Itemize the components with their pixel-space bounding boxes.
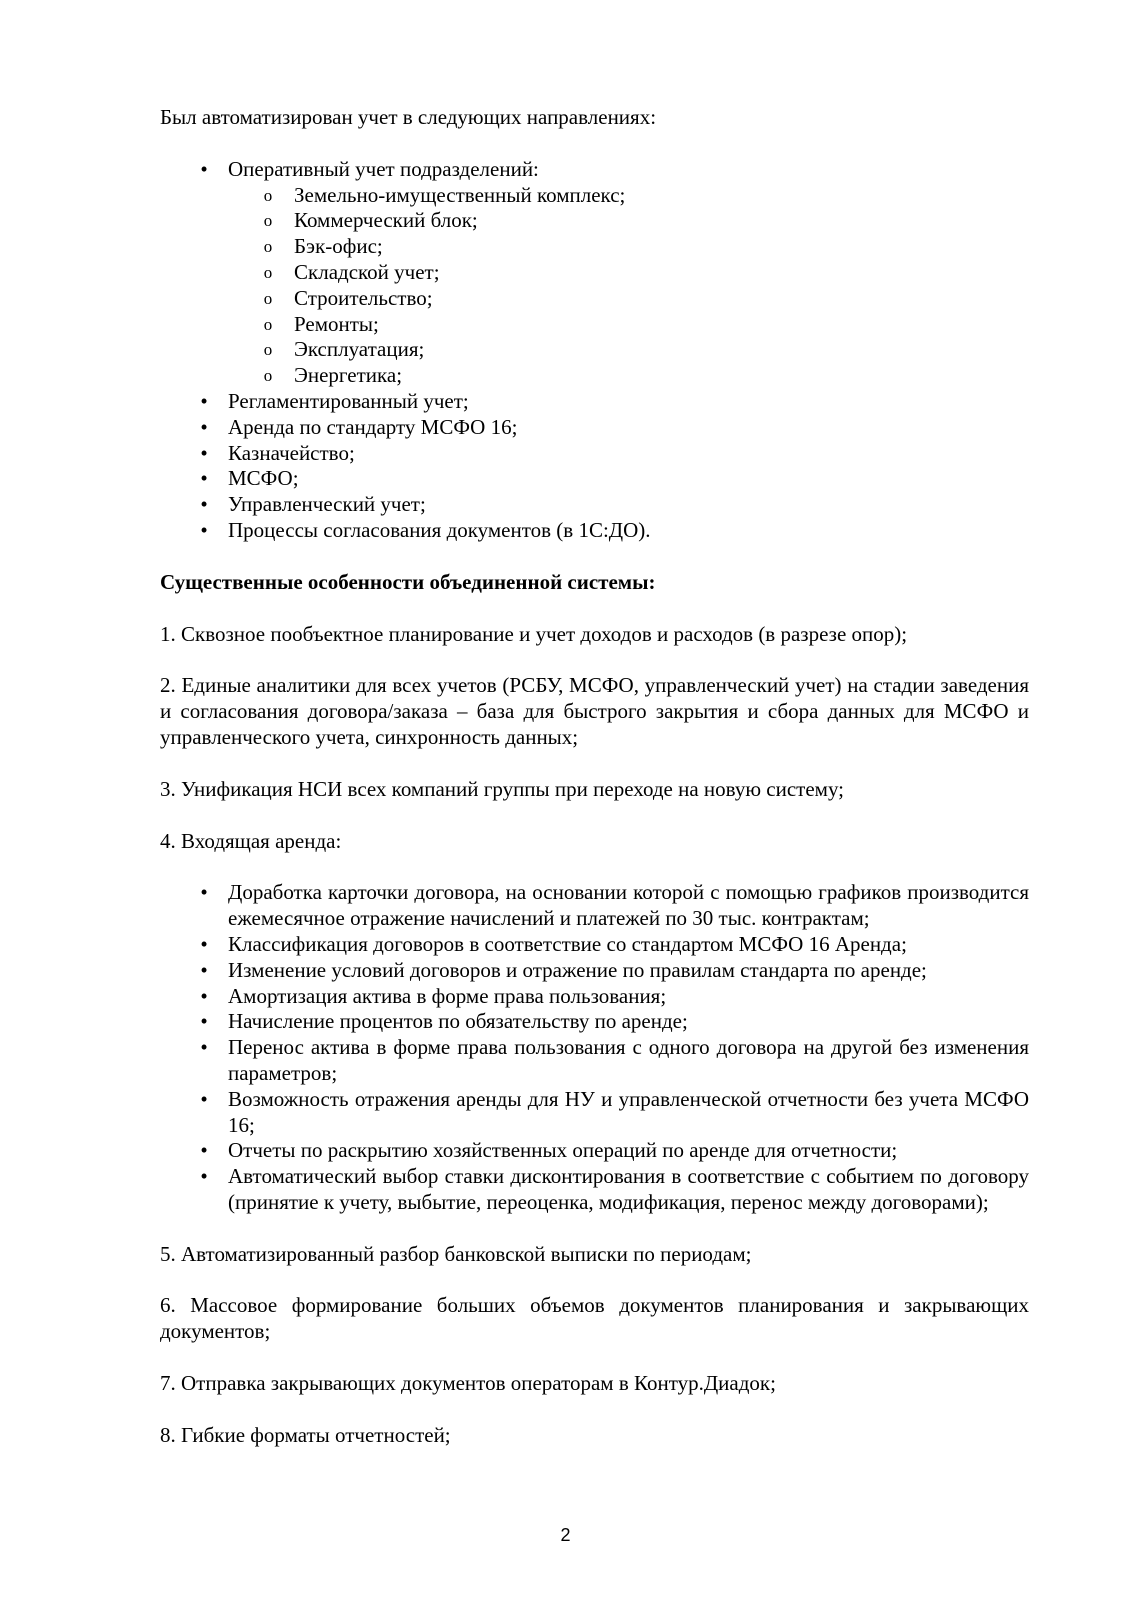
list-item <box>160 958 1029 984</box>
list-item-label: Регламентированный учет; <box>228 388 469 413</box>
feature-8: 8. Гибкие форматы отчетностей; <box>160 1422 451 1447</box>
list-item <box>160 389 1029 415</box>
list-item-label: Перенос актива в форме права пользования с одного договора на другой без изменения параметров; <box>228 1035 1029 1085</box>
bullet-icon: • <box>200 414 208 439</box>
sub-list-item <box>160 208 1029 234</box>
list-item <box>160 880 1029 932</box>
bullet-icon: • <box>200 1164 208 1189</box>
list-item <box>160 518 1029 544</box>
bullet-icon: • <box>200 1138 208 1163</box>
feature-7: 7. Отправка закрывающих документов операторам в Контур.Диадок; <box>160 1371 776 1396</box>
list-item-label: Процессы согласования документов (в 1С:ДО). <box>228 517 651 542</box>
bullet-icon: • <box>200 1009 208 1034</box>
bullet-icon: • <box>200 880 208 905</box>
circle-bullet-icon: o <box>263 314 273 334</box>
bullet-icon: • <box>200 931 208 956</box>
bullet-icon: • <box>200 957 208 982</box>
feature-6: 6. Массовое формирование больших объемов документов планирования и закрывающих документов; <box>160 1293 1029 1344</box>
sub-list-item-label: Эксплуатация; <box>294 337 425 362</box>
bullet-icon: • <box>200 156 208 181</box>
list-item-label: Классификация договоров в соответствие со стандартом МСФО 16 Аренда; <box>228 931 907 956</box>
page-number: 2 <box>560 1525 571 1545</box>
automated-areas-list <box>160 157 1029 544</box>
feature-3: 3. Унификация НСИ всех компаний группы при переходе на новую систему; <box>160 776 844 801</box>
sub-list-item-label: Ремонты; <box>294 311 379 336</box>
bullet-icon: • <box>200 388 208 413</box>
circle-bullet-icon: o <box>263 366 273 386</box>
list-item-label: Автоматический выбор ставки дисконтирования в соответствие с событием по договору (принятие к учету, выбытие, переоценка, модификация, перенос между договорами); <box>228 1164 1029 1214</box>
bullet-icon: • <box>200 466 208 491</box>
list-item <box>160 466 1029 492</box>
circle-bullet-icon: o <box>263 237 273 257</box>
list-item <box>160 984 1029 1010</box>
feature-1: 1. Сквозное пообъектное планирование и учет доходов и расходов (в разрезе опор); <box>160 621 908 646</box>
list-item <box>160 1138 1029 1164</box>
sub-list-item-label: Бэк-офис; <box>294 234 383 259</box>
bullet-icon: • <box>200 1086 208 1111</box>
sub-list-item <box>160 337 1029 363</box>
list-item <box>160 1035 1029 1087</box>
list-item-label: Казначейство; <box>228 440 355 465</box>
section-heading: Существенные особенности объединенной системы: <box>160 569 656 594</box>
feature-4: 4. Входящая аренда: <box>160 828 342 853</box>
circle-bullet-icon: o <box>263 211 273 231</box>
incoming-rent-list <box>160 880 1029 1215</box>
list-item-label: Изменение условий договоров и отражение по правилам стандарта по аренде; <box>228 957 927 982</box>
bullet-icon: • <box>200 983 208 1008</box>
sub-list-item-label: Строительство; <box>294 285 433 310</box>
feature-2: 2. Единые аналитики для всех учетов (РСБУ, МСФО, управленческий учет) на стадии заведения и согласования договора/заказа – база для быстрого закрытия и сбора данных для МСФО и управленческого учета, синхронность данных; <box>160 673 1029 749</box>
list-item <box>160 441 1029 467</box>
list-item-label: Амортизация актива в форме права пользования; <box>228 983 667 1008</box>
sub-list <box>228 183 1029 389</box>
list-item <box>160 1164 1029 1216</box>
list-item-label: Доработка карточки договора, на основании которой с помощью графиков производится ежемесячное отражение начислений и платежей по 30 тыс. контрактам; <box>228 880 1029 931</box>
list-item <box>160 415 1029 441</box>
list-item <box>160 1087 1029 1139</box>
bullet-icon: • <box>200 1035 208 1060</box>
sub-list-item <box>160 183 1029 209</box>
list-item <box>160 492 1029 518</box>
intro-paragraph: Был автоматизирован учет в следующих направлениях: <box>160 105 657 129</box>
list-item-label: Аренда по стандарту МСФО 16; <box>228 414 518 439</box>
sub-list-item-label: Энергетика; <box>294 363 403 388</box>
circle-bullet-icon: o <box>263 185 273 205</box>
list-item <box>160 1009 1029 1035</box>
sub-list-item-label: Складской учет; <box>294 259 440 284</box>
circle-bullet-icon: o <box>263 340 273 360</box>
list-item <box>160 932 1029 958</box>
sub-list-item <box>160 234 1029 260</box>
feature-5: 5. Автоматизированный разбор банковской выписки по периодам; <box>160 1241 752 1266</box>
bullet-icon: • <box>200 492 208 517</box>
sub-list-item-label: Земельно-имущественный комплекс; <box>294 182 626 207</box>
bullet-icon: • <box>200 440 208 465</box>
sub-list-item <box>160 286 1029 312</box>
document-page <box>160 105 1029 1475</box>
circle-bullet-icon: o <box>263 288 273 308</box>
sub-list-item-label: Коммерческий блок; <box>294 208 478 233</box>
bullet-icon: • <box>200 517 208 542</box>
list-item <box>160 157 1029 389</box>
list-item-label: МСФО; <box>228 466 299 491</box>
list-item-label: Управленческий учет; <box>228 492 426 517</box>
list-item-label: Отчеты по раскрытию хозяйственных операций по аренде для отчетности; <box>228 1138 898 1163</box>
list-item-label: Начисление процентов по обязательству по аренде; <box>228 1009 688 1034</box>
sub-list-item <box>160 260 1029 286</box>
list-item-label: Оперативный учет подразделений: <box>228 156 539 181</box>
circle-bullet-icon: o <box>263 262 273 282</box>
sub-list-item <box>160 363 1029 389</box>
list-item-label: Возможность отражения аренды для НУ и управленческой отчетности без учета МСФО 16; <box>228 1086 1029 1137</box>
sub-list-item <box>160 312 1029 338</box>
